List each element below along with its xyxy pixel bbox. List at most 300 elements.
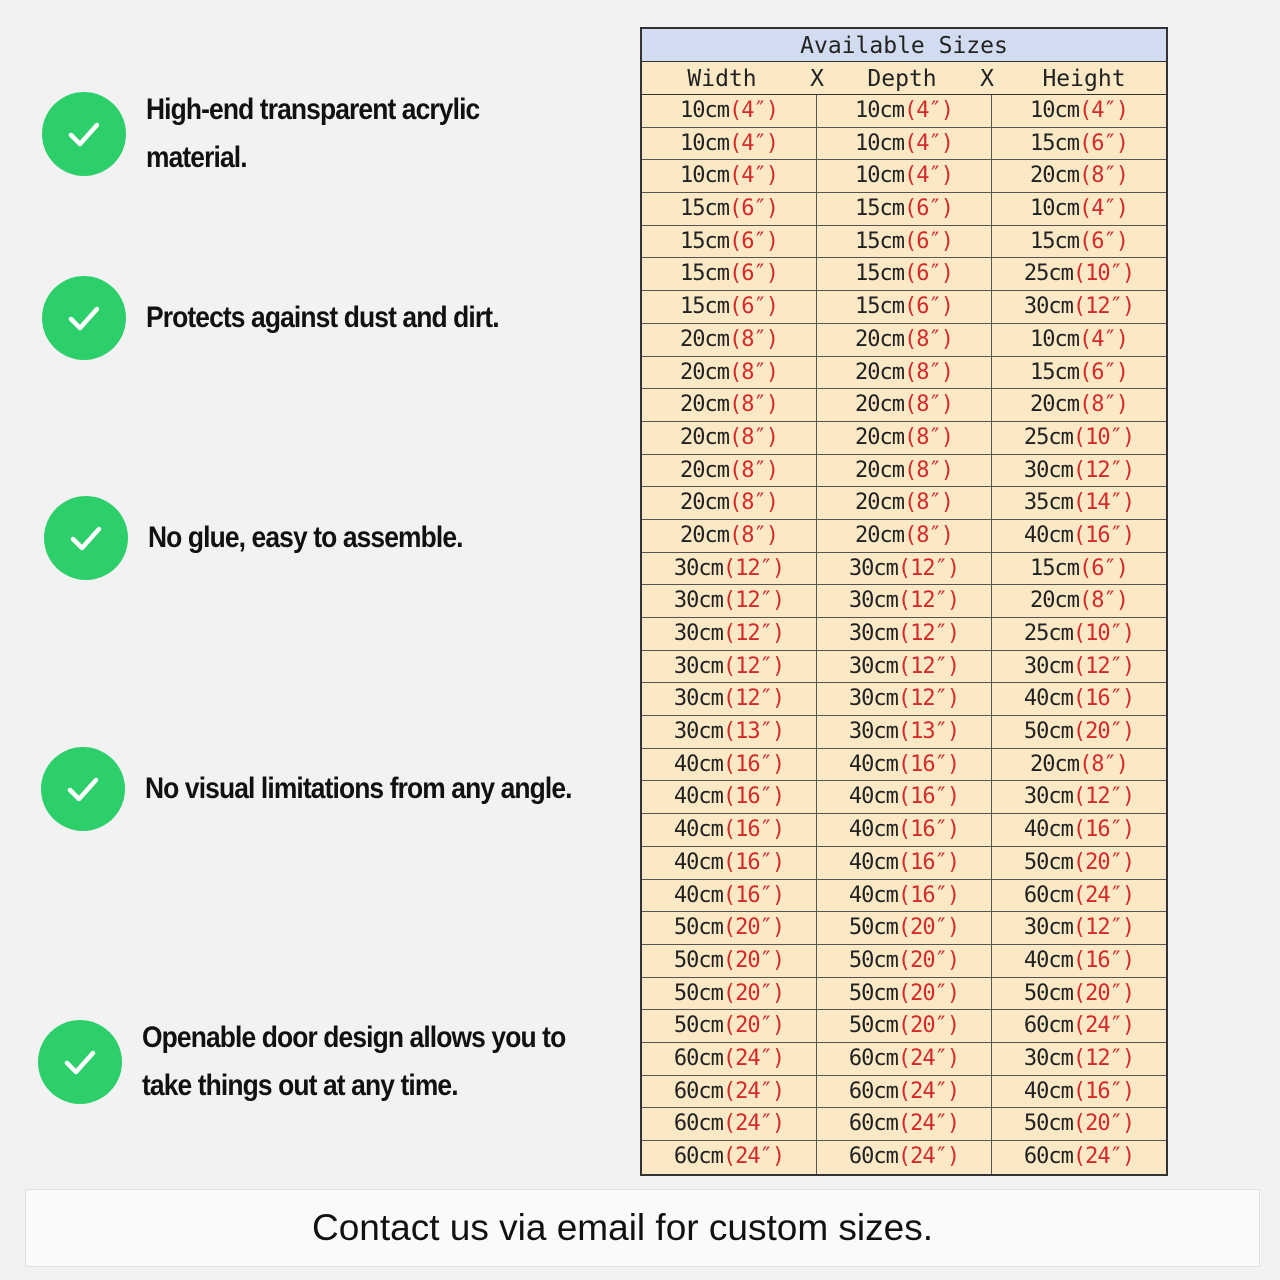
cm-value: 10cm	[680, 163, 729, 189]
inch-value: (24″)	[1072, 882, 1135, 908]
height-cell	[992, 357, 1166, 389]
cm-value: 30cm	[848, 686, 898, 712]
feature-text: High-end transparent acrylic material.	[146, 93, 480, 174]
depth-cell	[817, 160, 992, 192]
table-row	[642, 585, 1166, 618]
cm-value: 15cm	[1030, 359, 1079, 385]
table-row	[642, 618, 1166, 651]
inch-value: (12″)	[897, 621, 960, 646]
inch-value: (8″)	[904, 424, 953, 450]
cm-value: 40cm	[673, 849, 723, 875]
cm-value: 35cm	[1023, 490, 1073, 516]
inch-value: (10″)	[1072, 424, 1135, 450]
cm-value: 10cm	[680, 130, 729, 156]
width-cell	[642, 716, 817, 748]
inch-value: (8″)	[1079, 751, 1128, 777]
inch-value: (13″)	[897, 719, 960, 745]
inch-value: (12″)	[1072, 784, 1135, 810]
width-cell	[642, 880, 817, 912]
height-cell	[992, 585, 1166, 617]
cm-value: 60cm	[1023, 1144, 1073, 1169]
inch-value: (10″)	[1072, 621, 1135, 646]
inch-value: (8″)	[904, 522, 953, 548]
inch-value: (24″)	[897, 1144, 960, 1169]
cm-value: 40cm	[1023, 522, 1073, 548]
table-row	[642, 912, 1166, 945]
cm-value: 20cm	[855, 490, 904, 516]
cm-value: 50cm	[1023, 849, 1073, 875]
cm-value: 50cm	[1023, 719, 1073, 745]
inch-value: (12″)	[897, 686, 960, 712]
inch-value: (24″)	[722, 1045, 785, 1071]
inch-value: (20″)	[1072, 719, 1135, 745]
cm-value: 10cm	[855, 98, 904, 123]
height-cell	[992, 781, 1166, 813]
cm-value: 15cm	[855, 294, 904, 320]
header-height: Height	[1042, 66, 1126, 92]
cm-value: 60cm	[1023, 1013, 1073, 1039]
width-cell	[642, 1076, 817, 1108]
depth-cell	[817, 781, 992, 813]
cm-value: 15cm	[680, 261, 729, 287]
depth-cell	[817, 1010, 992, 1042]
width-cell	[642, 814, 817, 846]
inch-value: (8″)	[729, 424, 778, 450]
width-cell	[642, 226, 817, 258]
cm-value: 40cm	[848, 751, 898, 777]
cm-value: 30cm	[673, 555, 723, 581]
inch-value: (12″)	[1072, 915, 1135, 941]
table-row	[642, 1076, 1166, 1109]
cm-value: 60cm	[848, 1144, 898, 1169]
table-row	[642, 880, 1166, 913]
height-cell	[992, 422, 1166, 454]
cm-value: 20cm	[680, 457, 729, 483]
table-row	[642, 978, 1166, 1011]
table-row	[642, 651, 1166, 684]
cm-value: 60cm	[673, 1111, 723, 1137]
cm-value: 10cm	[1030, 196, 1079, 222]
inch-value: (8″)	[904, 359, 953, 385]
depth-cell	[817, 455, 992, 487]
check-circle-icon	[42, 92, 126, 176]
header-times: X	[810, 66, 824, 92]
table-row	[642, 749, 1166, 782]
inch-value: (4″)	[904, 130, 953, 156]
header-times: X	[980, 66, 994, 92]
cm-value: 50cm	[848, 980, 898, 1006]
cm-value: 20cm	[1030, 392, 1079, 418]
feature-item	[42, 276, 547, 360]
cm-value: 15cm	[680, 294, 729, 320]
depth-cell	[817, 128, 992, 160]
width-cell	[642, 193, 817, 225]
inch-value: (20″)	[897, 947, 960, 973]
cm-value: 40cm	[848, 784, 898, 810]
depth-cell	[817, 585, 992, 617]
width-cell	[642, 585, 817, 617]
inch-value: (16″)	[1072, 817, 1135, 843]
table-row	[642, 1010, 1166, 1043]
height-cell	[992, 978, 1166, 1010]
height-cell	[992, 683, 1166, 715]
width-cell	[642, 651, 817, 683]
inch-value: (8″)	[1079, 163, 1128, 189]
cm-value: 15cm	[1030, 555, 1079, 581]
cm-value: 20cm	[855, 359, 904, 385]
cm-value: 60cm	[673, 1045, 723, 1071]
inch-value: (20″)	[1072, 849, 1135, 875]
depth-cell	[817, 226, 992, 258]
table-row	[642, 389, 1166, 422]
width-cell	[642, 389, 817, 421]
height-cell	[992, 651, 1166, 683]
cm-value: 30cm	[848, 621, 898, 646]
depth-cell	[817, 1141, 992, 1174]
cm-value: 20cm	[855, 457, 904, 483]
table-row	[642, 1141, 1166, 1174]
inch-value: (24″)	[722, 1111, 785, 1137]
inch-value: (6″)	[904, 228, 953, 254]
inch-value: (20″)	[722, 1013, 785, 1039]
width-cell	[642, 422, 817, 454]
cm-value: 25cm	[1023, 621, 1073, 646]
depth-cell	[817, 716, 992, 748]
cm-value: 20cm	[855, 392, 904, 418]
inch-value: (12″)	[897, 653, 960, 679]
cm-value: 30cm	[848, 653, 898, 679]
cm-value: 30cm	[1023, 784, 1073, 810]
height-cell	[992, 814, 1166, 846]
inch-value: (8″)	[1079, 392, 1128, 418]
inch-value: (12″)	[1072, 653, 1135, 679]
inch-value: (4″)	[729, 163, 778, 189]
height-cell	[992, 95, 1166, 127]
table-row	[642, 814, 1166, 847]
cm-value: 30cm	[848, 555, 898, 581]
cm-value: 40cm	[673, 784, 723, 810]
inch-value: (12″)	[722, 555, 785, 581]
feature-item	[41, 747, 630, 831]
height-cell	[992, 553, 1166, 585]
table-row	[642, 193, 1166, 226]
height-cell	[992, 749, 1166, 781]
cm-value: 50cm	[848, 1013, 898, 1039]
cm-value: 50cm	[1023, 980, 1073, 1006]
cm-value: 15cm	[1030, 130, 1079, 156]
check-circle-icon	[38, 1020, 122, 1104]
table-row	[642, 945, 1166, 978]
cm-value: 60cm	[673, 1078, 723, 1104]
table-row	[642, 258, 1166, 291]
inch-value: (16″)	[897, 784, 960, 810]
cm-value: 40cm	[673, 751, 723, 777]
cm-value: 20cm	[855, 326, 904, 352]
height-cell	[992, 324, 1166, 356]
width-cell	[642, 487, 817, 519]
inch-value: (12″)	[1072, 1045, 1135, 1071]
width-cell	[642, 520, 817, 552]
inch-value: (6″)	[904, 196, 953, 222]
feature-text: No visual limitations from any angle.	[145, 772, 572, 805]
cm-value: 30cm	[848, 588, 898, 614]
inch-value: (20″)	[722, 947, 785, 973]
width-cell	[642, 357, 817, 389]
width-cell	[642, 553, 817, 585]
cm-value: 60cm	[1023, 882, 1073, 908]
inch-value: (13″)	[722, 719, 785, 745]
depth-cell	[817, 422, 992, 454]
cm-value: 15cm	[855, 228, 904, 254]
inch-value: (10″)	[1072, 261, 1135, 287]
depth-cell	[817, 749, 992, 781]
width-cell	[642, 95, 817, 127]
cm-value: 20cm	[680, 392, 729, 418]
inch-value: (4″)	[1079, 98, 1128, 123]
depth-cell	[817, 487, 992, 519]
table-title: Available Sizes	[642, 29, 1166, 62]
height-cell	[992, 1076, 1166, 1108]
table-row	[642, 847, 1166, 880]
cm-value: 30cm	[673, 588, 723, 614]
table-row	[642, 781, 1166, 814]
depth-cell	[817, 814, 992, 846]
cm-value: 40cm	[848, 817, 898, 843]
table-row	[642, 520, 1166, 553]
inch-value: (6″)	[729, 294, 778, 320]
inch-value: (20″)	[1072, 1111, 1135, 1137]
table-row	[642, 716, 1166, 749]
inch-value: (16″)	[1072, 1078, 1135, 1104]
cm-value: 20cm	[680, 326, 729, 352]
inch-value: (12″)	[722, 588, 785, 614]
inch-value: (20″)	[722, 915, 785, 941]
inch-value: (4″)	[904, 163, 953, 189]
cm-value: 30cm	[1023, 653, 1073, 679]
width-cell	[642, 324, 817, 356]
inch-value: (4″)	[904, 98, 953, 123]
height-cell	[992, 1043, 1166, 1075]
feature-text: Protects against dust and dirt.	[146, 301, 499, 334]
inch-value: (8″)	[1079, 588, 1128, 614]
depth-cell	[817, 193, 992, 225]
cm-value: 60cm	[848, 1111, 898, 1137]
depth-cell	[817, 880, 992, 912]
table-body	[642, 95, 1166, 1174]
inch-value: (12″)	[897, 588, 960, 614]
table-header	[642, 62, 1166, 95]
cm-value: 20cm	[855, 522, 904, 548]
cm-value: 30cm	[1023, 457, 1073, 483]
inch-value: (24″)	[1072, 1144, 1135, 1169]
depth-cell	[817, 357, 992, 389]
height-cell	[992, 455, 1166, 487]
cm-value: 15cm	[1030, 228, 1079, 254]
inch-value: (6″)	[1079, 228, 1128, 254]
depth-cell	[817, 945, 992, 977]
inch-value: (8″)	[729, 392, 778, 418]
inch-value: (6″)	[729, 228, 778, 254]
cm-value: 20cm	[1030, 751, 1079, 777]
cm-value: 30cm	[1023, 1045, 1073, 1071]
inch-value: (20″)	[1072, 980, 1135, 1006]
sizes-table	[640, 27, 1168, 1176]
inch-value: (8″)	[729, 359, 778, 385]
height-cell	[992, 520, 1166, 552]
inch-value: (20″)	[897, 1013, 960, 1039]
inch-value: (6″)	[1079, 359, 1128, 385]
height-cell	[992, 880, 1166, 912]
inch-value: (24″)	[722, 1078, 785, 1104]
feature-item	[38, 1014, 623, 1110]
depth-cell	[817, 324, 992, 356]
inch-value: (24″)	[897, 1078, 960, 1104]
height-cell	[992, 847, 1166, 879]
cm-value: 50cm	[673, 980, 723, 1006]
cm-value: 15cm	[680, 196, 729, 222]
inch-value: (12″)	[722, 686, 785, 712]
inch-value: (16″)	[1072, 947, 1135, 973]
width-cell	[642, 618, 817, 650]
inch-value: (8″)	[729, 457, 778, 483]
inch-value: (8″)	[904, 326, 953, 352]
cm-value: 20cm	[680, 522, 729, 548]
cm-value: 20cm	[1030, 163, 1079, 189]
inch-value: (6″)	[904, 261, 953, 287]
height-cell	[992, 258, 1166, 290]
width-cell	[642, 912, 817, 944]
depth-cell	[817, 520, 992, 552]
table-row	[642, 422, 1166, 455]
inch-value: (16″)	[897, 817, 960, 843]
check-circle-icon	[42, 276, 126, 360]
inch-value: (16″)	[722, 817, 785, 843]
width-cell	[642, 160, 817, 192]
depth-cell	[817, 1043, 992, 1075]
table-row	[642, 291, 1166, 324]
width-cell	[642, 291, 817, 323]
table-row	[642, 128, 1166, 161]
height-cell	[992, 1010, 1166, 1042]
inch-value: (8″)	[729, 490, 778, 516]
inch-value: (12″)	[1072, 457, 1135, 483]
inch-value: (4″)	[729, 130, 778, 156]
table-row	[642, 95, 1166, 128]
cm-value: 20cm	[680, 359, 729, 385]
width-cell	[642, 1043, 817, 1075]
cm-value: 40cm	[673, 817, 723, 843]
cm-value: 20cm	[680, 490, 729, 516]
inch-value: (4″)	[1079, 196, 1128, 222]
cm-value: 10cm	[1030, 98, 1079, 123]
cm-value: 40cm	[848, 882, 898, 908]
cm-value: 25cm	[1023, 261, 1073, 287]
inch-value: (4″)	[729, 98, 778, 123]
header-depth: Depth	[867, 66, 937, 92]
feature-text: No glue, easy to assemble.	[148, 521, 463, 554]
inch-value: (8″)	[729, 522, 778, 548]
inch-value: (24″)	[897, 1111, 960, 1137]
height-cell	[992, 912, 1166, 944]
depth-cell	[817, 978, 992, 1010]
inch-value: (6″)	[904, 294, 953, 320]
cm-value: 30cm	[673, 653, 723, 679]
cm-value: 50cm	[848, 915, 898, 941]
width-cell	[642, 128, 817, 160]
depth-cell	[817, 651, 992, 683]
inch-value: (8″)	[904, 490, 953, 516]
table-row	[642, 160, 1166, 193]
depth-cell	[817, 912, 992, 944]
height-cell	[992, 160, 1166, 192]
cm-value: 30cm	[1023, 915, 1073, 941]
table-row	[642, 324, 1166, 357]
inch-value: (6″)	[1079, 130, 1128, 156]
cm-value: 50cm	[673, 1013, 723, 1039]
inch-value: (8″)	[729, 326, 778, 352]
check-circle-icon	[41, 747, 125, 831]
inch-value: (12″)	[722, 653, 785, 679]
table-row	[642, 455, 1166, 488]
depth-cell	[817, 95, 992, 127]
cm-value: 50cm	[848, 947, 898, 973]
inch-value: (6″)	[1079, 555, 1128, 581]
cm-value: 60cm	[848, 1078, 898, 1104]
cm-value: 20cm	[680, 424, 729, 450]
height-cell	[992, 291, 1166, 323]
cm-value: 30cm	[673, 621, 723, 646]
height-cell	[992, 716, 1166, 748]
cm-value: 30cm	[673, 686, 723, 712]
inch-value: (6″)	[729, 196, 778, 222]
table-row	[642, 683, 1166, 716]
cm-value: 50cm	[673, 947, 723, 973]
check-circle-icon	[44, 496, 128, 580]
width-cell	[642, 781, 817, 813]
cm-value: 30cm	[848, 719, 898, 745]
width-cell	[642, 1108, 817, 1140]
width-cell	[642, 978, 817, 1010]
cm-value: 30cm	[1023, 294, 1073, 320]
cm-value: 25cm	[1023, 424, 1073, 450]
table-row	[642, 487, 1166, 520]
inch-value: (20″)	[722, 980, 785, 1006]
depth-cell	[817, 618, 992, 650]
table-row	[642, 1043, 1166, 1076]
cm-value: 20cm	[1030, 588, 1079, 614]
cm-value: 40cm	[1023, 686, 1073, 712]
inch-value: (24″)	[1072, 1013, 1135, 1039]
table-row	[642, 1108, 1166, 1141]
width-cell	[642, 455, 817, 487]
cm-value: 30cm	[673, 719, 723, 745]
width-cell	[642, 945, 817, 977]
table-row	[642, 553, 1166, 586]
height-cell	[992, 226, 1166, 258]
inch-value: (16″)	[897, 849, 960, 875]
cm-value: 10cm	[1030, 326, 1079, 352]
inch-value: (16″)	[722, 751, 785, 777]
inch-value: (16″)	[897, 882, 960, 908]
table-row	[642, 226, 1166, 259]
contact-banner	[25, 1189, 1260, 1267]
cm-value: 40cm	[673, 882, 723, 908]
feature-item	[44, 496, 505, 580]
depth-cell	[817, 683, 992, 715]
header-width: Width	[687, 66, 757, 92]
height-cell	[992, 193, 1166, 225]
inch-value: (20″)	[897, 915, 960, 941]
